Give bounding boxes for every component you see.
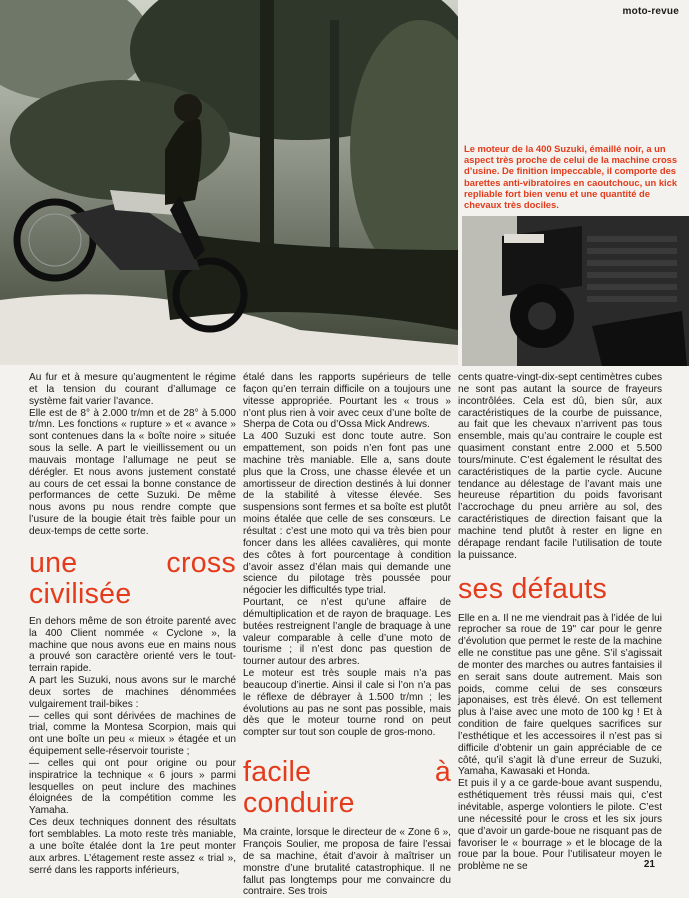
engine-illustration (462, 216, 689, 366)
main-photo (0, 0, 458, 365)
paragraph: En dehors même de son étroite parenté avec la 400 Client nommée « Cyclone », la machine que nous avons eue en mains nous a prouvé son caractère orienté vers le tout-terrain rapide. (29, 615, 236, 675)
page-number: 21 (643, 859, 655, 870)
engine-photo (462, 216, 689, 366)
paragraph: La 400 Suzuki est donc toute autre. Son empattement, son poids n’en font pas une machine très maniable. Elle a, sans doute plus que la Cross, une chasse élevée et un amortisseur de direction destinés à lui donner de la stabilité à vitesse élevée. Ses suspensions sont fermes et sa boîte est plutôt moins étalée que celle de ses consœurs. Le résultat : c’est une moto qui va très bien pour foncer dans les allées cavalières, qui monte des côtes à fort pourcentage à condition d’avoir assez d’élan mais qui demande une science du pilotage très poussée pour négocier les difficultés type trial. (243, 431, 451, 597)
paragraph: Ces deux techniques donnent des résultats fort semblables. La moto reste très maniable, a une boîte étalée dont la 1re peut monter aux arbres. L’étagement reste assez « trial », serré dans les rapports inférieurs, (29, 817, 236, 876)
section-heading-facile-a-conduire: facile à conduire (243, 756, 451, 820)
column-3 (458, 372, 662, 873)
paragraph: Le moteur est très souple mais n’a pas beaucoup d’inertie. Ainsi il cale si l’on n’a pas le réflexe de débrayer à 1.500 tr/mn ; les évolutions au pas ne sont pas possible, mais dès que le moteur tourne rond on peut compter sur tout son couple de gros-mono. (243, 668, 451, 739)
magazine-header: moto-revue (622, 6, 679, 17)
paragraph: — celles qui ont pour origine ou pour inspiratrice la technique « 6 jours » parmi lesquelles on peut inclure des machines éloignées de la compétition comme les Yamaha. (29, 757, 236, 817)
paragraph: Pourtant, ce n’est qu’une affaire de démultiplication et de rayon de braquage. Les butées restreignent l’angle de braquage à une valeur comparable à celle d’une moto de tourisme ; il n’est donc pas question de tourner autour des arbres. (243, 597, 451, 668)
column-2 (243, 372, 451, 898)
section-heading-ses-defauts: ses défauts (458, 572, 608, 605)
column-1 (29, 372, 236, 876)
paragraph: A part les Suzuki, nous avons sur le marché deux sortes de machines dénommées vulgairement trail-bikes : (29, 675, 236, 710)
paragraph: étalé dans les rapports supérieurs de telle façon qu’en terrain difficile on a toujours une vitesse appropriée. Pourtant les « trous » n’ont plus rien à voir avec ceux d’une boîte de Sherpa de Cota ou d’Ossa Mick Andrews. (243, 372, 451, 431)
paragraph: Elle en a. Il ne me viendrait pas à l’idée de lui reprocher sa roue de 19" car pour le genre d’évolution que permet le reste de la machine elle ne constitue pas une gêne. S’il s’agissait de monter des marches ou autres fantaisies il en serait sans doute autrement. Mais son poids, comme celui de ses consœurs japonaises, est très élevé. On est tellement plus à l’aise avec une moto de 100 kg ! Et à condition de faire quelques sacrifices sur l’esthétique et les accessoires il n’est pas si difficile d’obtenir un gain appréciable de ce côté, qu’il s’agit là d’une erreur de Suzuki, Yamaha, Kawasaki et Honda. (458, 612, 662, 778)
main-photo-illustration (0, 0, 458, 365)
top-right-area (458, 0, 689, 142)
paragraph: Ma crainte, lorsque le directeur de « Zone 6 », François Soulier, me proposa de faire l’essai de sa machine, était d’avoir à maîtriser un monstre d’une brutalité catastrophique. Il ne fallut pas longtemps pour me convaincre du contraire. Ses trois (243, 827, 451, 898)
paragraph: Elle est de 8° à 2.000 tr/mn et de 28° à 5.000 tr/mn. Les fonctions « rupture » et « avance » sont contenues dans la « boîte noire » située sous la selle. A part le vieillissement ou un mauvais montage l’allumage ne peut se dérégler. Et nous avons justement constaté au cours de cet essai la bonne constance de performances de cette Suzuki. De même nous avons pu nous rendre compte que l’usure de la bougie était très faible pour un deux-temps de cette sorte. (29, 407, 236, 537)
photo-caption: Le moteur de la 400 Suzuki, émaillé noir, a un aspect très proche de celui de la machine cross d’usine. De finition impeccable, il comporte des barettes anti-vibratoires en caoutchouc, un kick repliable fort bien venu et une quantité de chevaux très dociles. (464, 143, 678, 211)
paragraph: — celles qui sont dérivées de machines de trial, comme la Montesa Scorpion, mais qui ont une boîte un peu « mieux » étagée et un équipement selle-réservoir touriste ; (29, 710, 236, 758)
paragraph: Au fur et à mesure qu’augmentent le régime et la tension du courant d’allumage ce système fait varier l’avance. (29, 372, 236, 407)
paragraph: cents quatre-vingt-dix-sept centimètres cubes ne sont pas autant la source de frayeurs incontrôlées. Cela est dû, bien sûr, aux caractéristiques de la courbe de puissance, au fait que les chevaux n’arrivent pas tous ensemble, mais qu’au contraire le couple est quasiment constant entre 2.000 et 5.500 tours/minute. C’est également le résultat des caractéristiques de la partie cycle. Aucune tendance au délestage de l’avant mais une heureuse répartition du poids favorisant l’accrochage du pneu arrière au sol, des caractéristiques de direction faisant que la machine tend plutôt à rester en ligne en dérapage rendant facile l’utilisation de toute la puissance. (458, 372, 662, 561)
paragraph: Et puis il y a ce garde-boue avant suspendu, esthétiquement très réussi mais qui, c’est inévitable, asperge volontiers le pilote. C’est une nécessité pour le cross et les six jours que d’avoir un garde-boue ne risquant pas de favoriser le « bourrage » et le blocage de la roue par la boue. Pour l’utilisateur moyen le problème ne se (458, 778, 662, 873)
section-heading-une-cross-civilisee: une cross civilisée (29, 546, 236, 610)
